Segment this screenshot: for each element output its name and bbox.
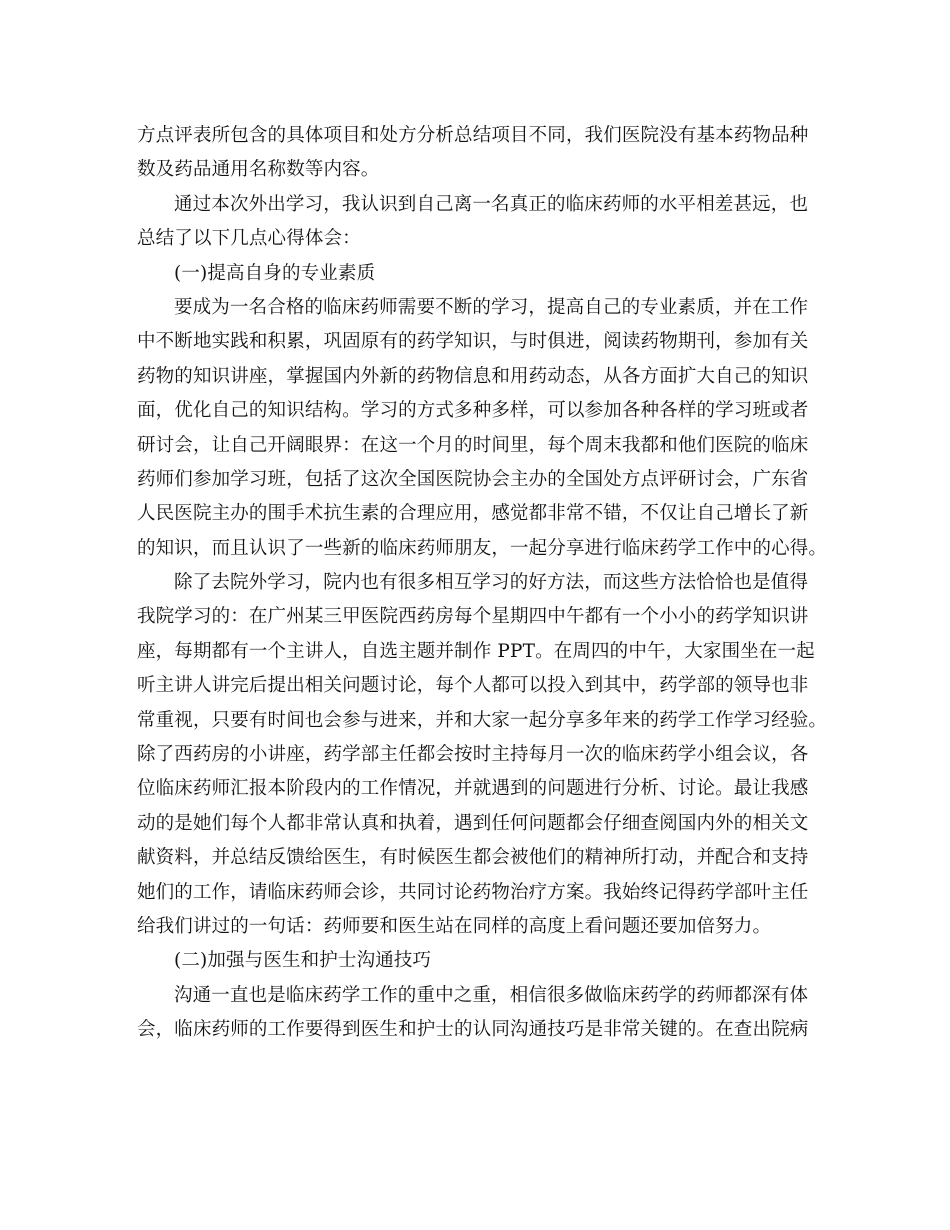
text-line: 沟通一直也是临床药学工作的重中之重，相信很多做临床药学的药师都深有体 [174,984,809,1006]
text-line: 会，临床药师的工作要得到医生和护士的认同沟通技巧是非常关键的。在查出院病 [137,1019,809,1041]
text-line: 通过本次外出学习，我认识到自己离一名真正的临床药师的水平相差甚远，也 [174,193,809,215]
text-line: 听主讲人讲完后提出相关问题讨论，每个人都可以投入到其中，药学部的领导也非 [137,675,809,697]
text-line: 常重视，只要有时间也会参与进来，并和大家一起分享多年来的药学工作学习经验。 [137,709,828,731]
document-body [137,119,828,1048]
text-line: 除了西药房的小讲座，药学部主任都会按时主持每月一次的临床药学小组会议，各 [137,744,809,766]
text-line: 面，优化自己的知识结构。学习的方式多种多样，可以参加各种各样的学习班或者 [137,400,809,422]
text-line: 药物的知识讲座，掌握国内外新的药物信息和用药动态，从各方面扩大自己的知识 [137,365,809,387]
text-line: 中不断地实践和积累，巩固原有的药学知识，与时俱进，阅读药物期刊，参加有关 [137,331,809,353]
text-line: 除了去院外学习，院内也有很多相互学习的好方法，而这些方法恰恰也是值得 [174,572,809,594]
text-line: 位临床药师汇报本阶段内的工作情况，并就遇到的问题进行分析、讨论。最让我感 [137,778,809,800]
text-line: 数及药品通用名称数等内容。 [137,159,380,181]
text-line: 研讨会，让自己开阔眼界：在这一个月的时间里，每个周末我都和他们医院的临床 [137,434,809,456]
text-line: 要成为一名合格的临床药师需要不断的学习，提高自己的专业素质，并在工作 [174,296,809,318]
text-line: 方点评表所包含的具体项目和处方分析总结项目不同，我们医院没有基本药物品种 [137,125,809,146]
text-line: 给我们讲过的一句话：药师要和医生站在同样的高度上看问题还要加倍努力。 [137,915,772,937]
text-line: 总结了以下几点心得体会： [137,228,361,250]
text-line: (一)提高自身的专业素质 [174,262,376,284]
text-line: 动的是她们每个人都非常认真和执着，遇到任何问题都会仔细查阅国内外的相关文 [137,812,809,834]
text-line: 人民医院主办的围手术抗生素的合理应用，感觉都非常不错，不仅让自己增长了新 [137,503,809,525]
text-line: 药师们参加学习班，包括了这次全国医院协会主办的全国处方点评研讨会，广东省 [137,468,809,490]
text-line: (二)加强与医生和护士沟通技巧 [174,950,432,972]
text-line: 献资料，并总结反馈给医生，有时候医生都会被他们的精神所打动，并配合和支持 [137,847,809,869]
text-line: 我院学习的：在广州某三甲医院西药房每个星期四中午都有一个小小的药学知识讲 [137,606,809,628]
text-line: 座，每期都有一个主讲人，自选主题并制作 PPT。在周四的中午，大家围坐在一起 [137,640,815,662]
text-line: 的知识，而且认识了一些新的临床药师朋友，一起分享进行临床药学工作中的心得。 [137,537,828,559]
text-line: 她们的工作，请临床药师会诊，共同讨论药物治疗方案。我始终记得药学部叶主任 [137,881,809,903]
